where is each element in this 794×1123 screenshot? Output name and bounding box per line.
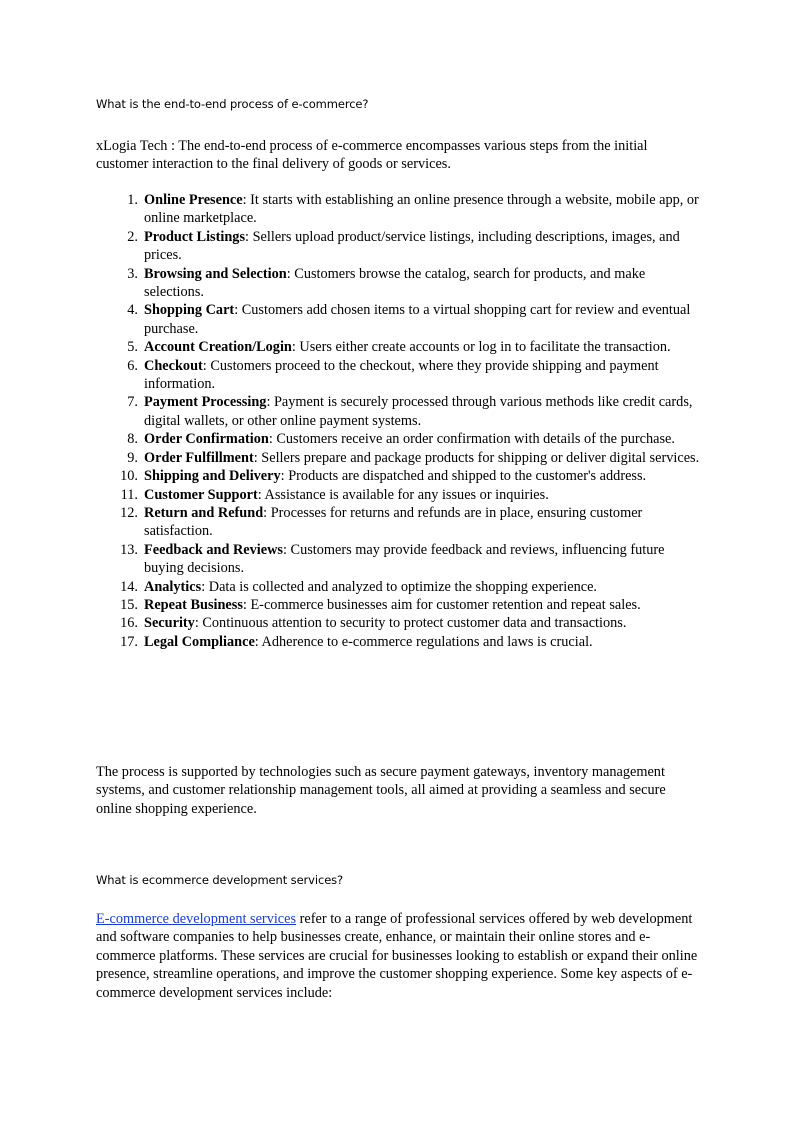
list-item — [96, 338, 706, 356]
list-item-text: : Continuous attention to security to protect customer data and transactions. — [194, 615, 627, 632]
list-item-number: 4. — [127, 302, 138, 319]
list-item-number: 14. — [120, 578, 138, 595]
list-item — [96, 614, 706, 632]
services-text: refer to a range of professional services offered by web development and software companies to help businesses create, enhance, or maintain their online stores and e-commerce platforms. These services are crucial for businesses looking to establish or expand their online presence, streamline operations, and improve the customer shopping experience. Some key aspects of e-commerce development services include: — [96, 911, 698, 1001]
summary-paragraph: The process is supported by technologies such as secure payment gateways, inventory management systems, and customer relationship management tools, all aimed at providing a seamless and secure online shopping experience. — [96, 764, 666, 817]
list-item-text: : It starts with establishing an online presence through a website, mobile app, or online marketplace. — [144, 192, 699, 227]
list-item — [96, 541, 706, 578]
list-item — [96, 486, 706, 504]
list-item — [96, 301, 706, 338]
list-item-title: Return and Refund — [144, 504, 264, 521]
list-item-number: 5. — [127, 339, 138, 356]
list-item-title: Shopping Cart — [144, 302, 235, 319]
list-item-text: : Products are dispatched and shipped to the customer's address. — [280, 468, 647, 485]
list-item — [96, 393, 706, 430]
list-item-number: 9. — [127, 449, 138, 466]
question-heading-process: What is the end-to-end process of e-commerce? — [96, 97, 369, 111]
list-item-title: Repeat Business — [144, 596, 243, 613]
list-item — [96, 578, 706, 596]
intro-paragraph: xLogia Tech : The end-to-end process of e-commerce encompasses various steps from the initial customer interaction to the final delivery of goods or services. — [96, 138, 648, 173]
list-item-title: Security — [144, 615, 195, 632]
list-item-text: : Customers browse the catalog, search for products, and make selections. — [144, 265, 646, 301]
list-item-text: : Customers proceed to the checkout, where they provide shipping and payment information. — [144, 357, 659, 393]
list-item-text: : Assistance is available for any issues or inquiries. — [257, 486, 549, 503]
list-item — [96, 633, 706, 651]
list-item-title: Shipping and Delivery — [144, 468, 281, 485]
list-item — [96, 467, 706, 485]
list-item-title: Analytics — [144, 578, 202, 595]
list-item-text: : Customers receive an order confirmation with details of the purchase. — [268, 431, 675, 448]
list-item-text: : Processes for returns and refunds are in place, ensuring customer satisfaction. — [144, 504, 643, 540]
list-item-title: Feedback and Reviews — [144, 541, 283, 558]
list-item — [96, 504, 706, 541]
list-item-title: Legal Compliance — [144, 633, 255, 650]
list-item-title: Product Listings — [144, 228, 246, 245]
list-item-number: 13. — [120, 541, 138, 558]
list-item-text: : Users either create accounts or log in to facilitate the transaction. — [291, 339, 671, 356]
list-item-title: Payment Processing — [144, 394, 267, 411]
list-item-text: : Customers add chosen items to a virtual shopping cart for review and eventual purchase. — [144, 302, 691, 337]
list-item-title: Customer Support — [144, 486, 258, 503]
list-item-title: Order Confirmation — [144, 431, 269, 448]
services-paragraph — [96, 910, 702, 1002]
list-item — [96, 191, 706, 228]
ecommerce-services-link[interactable]: E-commerce development services — [96, 911, 297, 927]
list-item-number: 6. — [127, 357, 138, 374]
list-item-text: : Payment is securely processed through various methods like credit cards, digital wallets, or other online payment systems. — [144, 394, 693, 429]
list-item-number: 17. — [120, 633, 138, 650]
list-item-number: 8. — [127, 431, 138, 448]
process-steps-list — [96, 191, 706, 651]
list-item-number: 2. — [127, 228, 138, 245]
list-item-title: Browsing and Selection — [144, 265, 287, 282]
list-item — [96, 430, 706, 448]
list-item — [96, 449, 706, 467]
question-heading-services: What is ecommerce development services? — [96, 873, 344, 887]
list-item-number: 3. — [127, 265, 138, 282]
list-item-text: : Sellers upload product/service listings, including descriptions, images, and prices. — [144, 228, 680, 264]
list-item-number: 1. — [127, 192, 138, 208]
list-item-text: : Sellers prepare and package products for shipping or deliver digital services. — [253, 449, 700, 466]
list-item-title: Online Presence — [144, 192, 243, 208]
list-item-text: : Data is collected and analyzed to optimize the shopping experience. — [201, 578, 597, 595]
list-item — [96, 357, 706, 394]
list-item — [96, 265, 706, 302]
list-item-number: 7. — [127, 394, 138, 411]
list-item-number: 12. — [120, 504, 138, 521]
list-item-text: : Adherence to e-commerce regulations and laws is crucial. — [254, 633, 593, 650]
list-item-number: 16. — [120, 615, 138, 632]
list-item — [96, 596, 706, 614]
list-item-title: Order Fulfillment — [144, 449, 254, 466]
list-item-text: : E-commerce businesses aim for customer retention and repeat sales. — [242, 596, 641, 613]
list-item-number: 10. — [120, 468, 138, 485]
list-item-number: 11. — [120, 486, 138, 503]
list-item-title: Account Creation/Login — [144, 339, 292, 356]
list-item-text: : Customers may provide feedback and reviews, influencing future buying decisions. — [144, 541, 665, 577]
list-item — [96, 228, 706, 265]
list-item-number: 15. — [120, 596, 138, 613]
list-item-title: Checkout — [144, 357, 203, 374]
